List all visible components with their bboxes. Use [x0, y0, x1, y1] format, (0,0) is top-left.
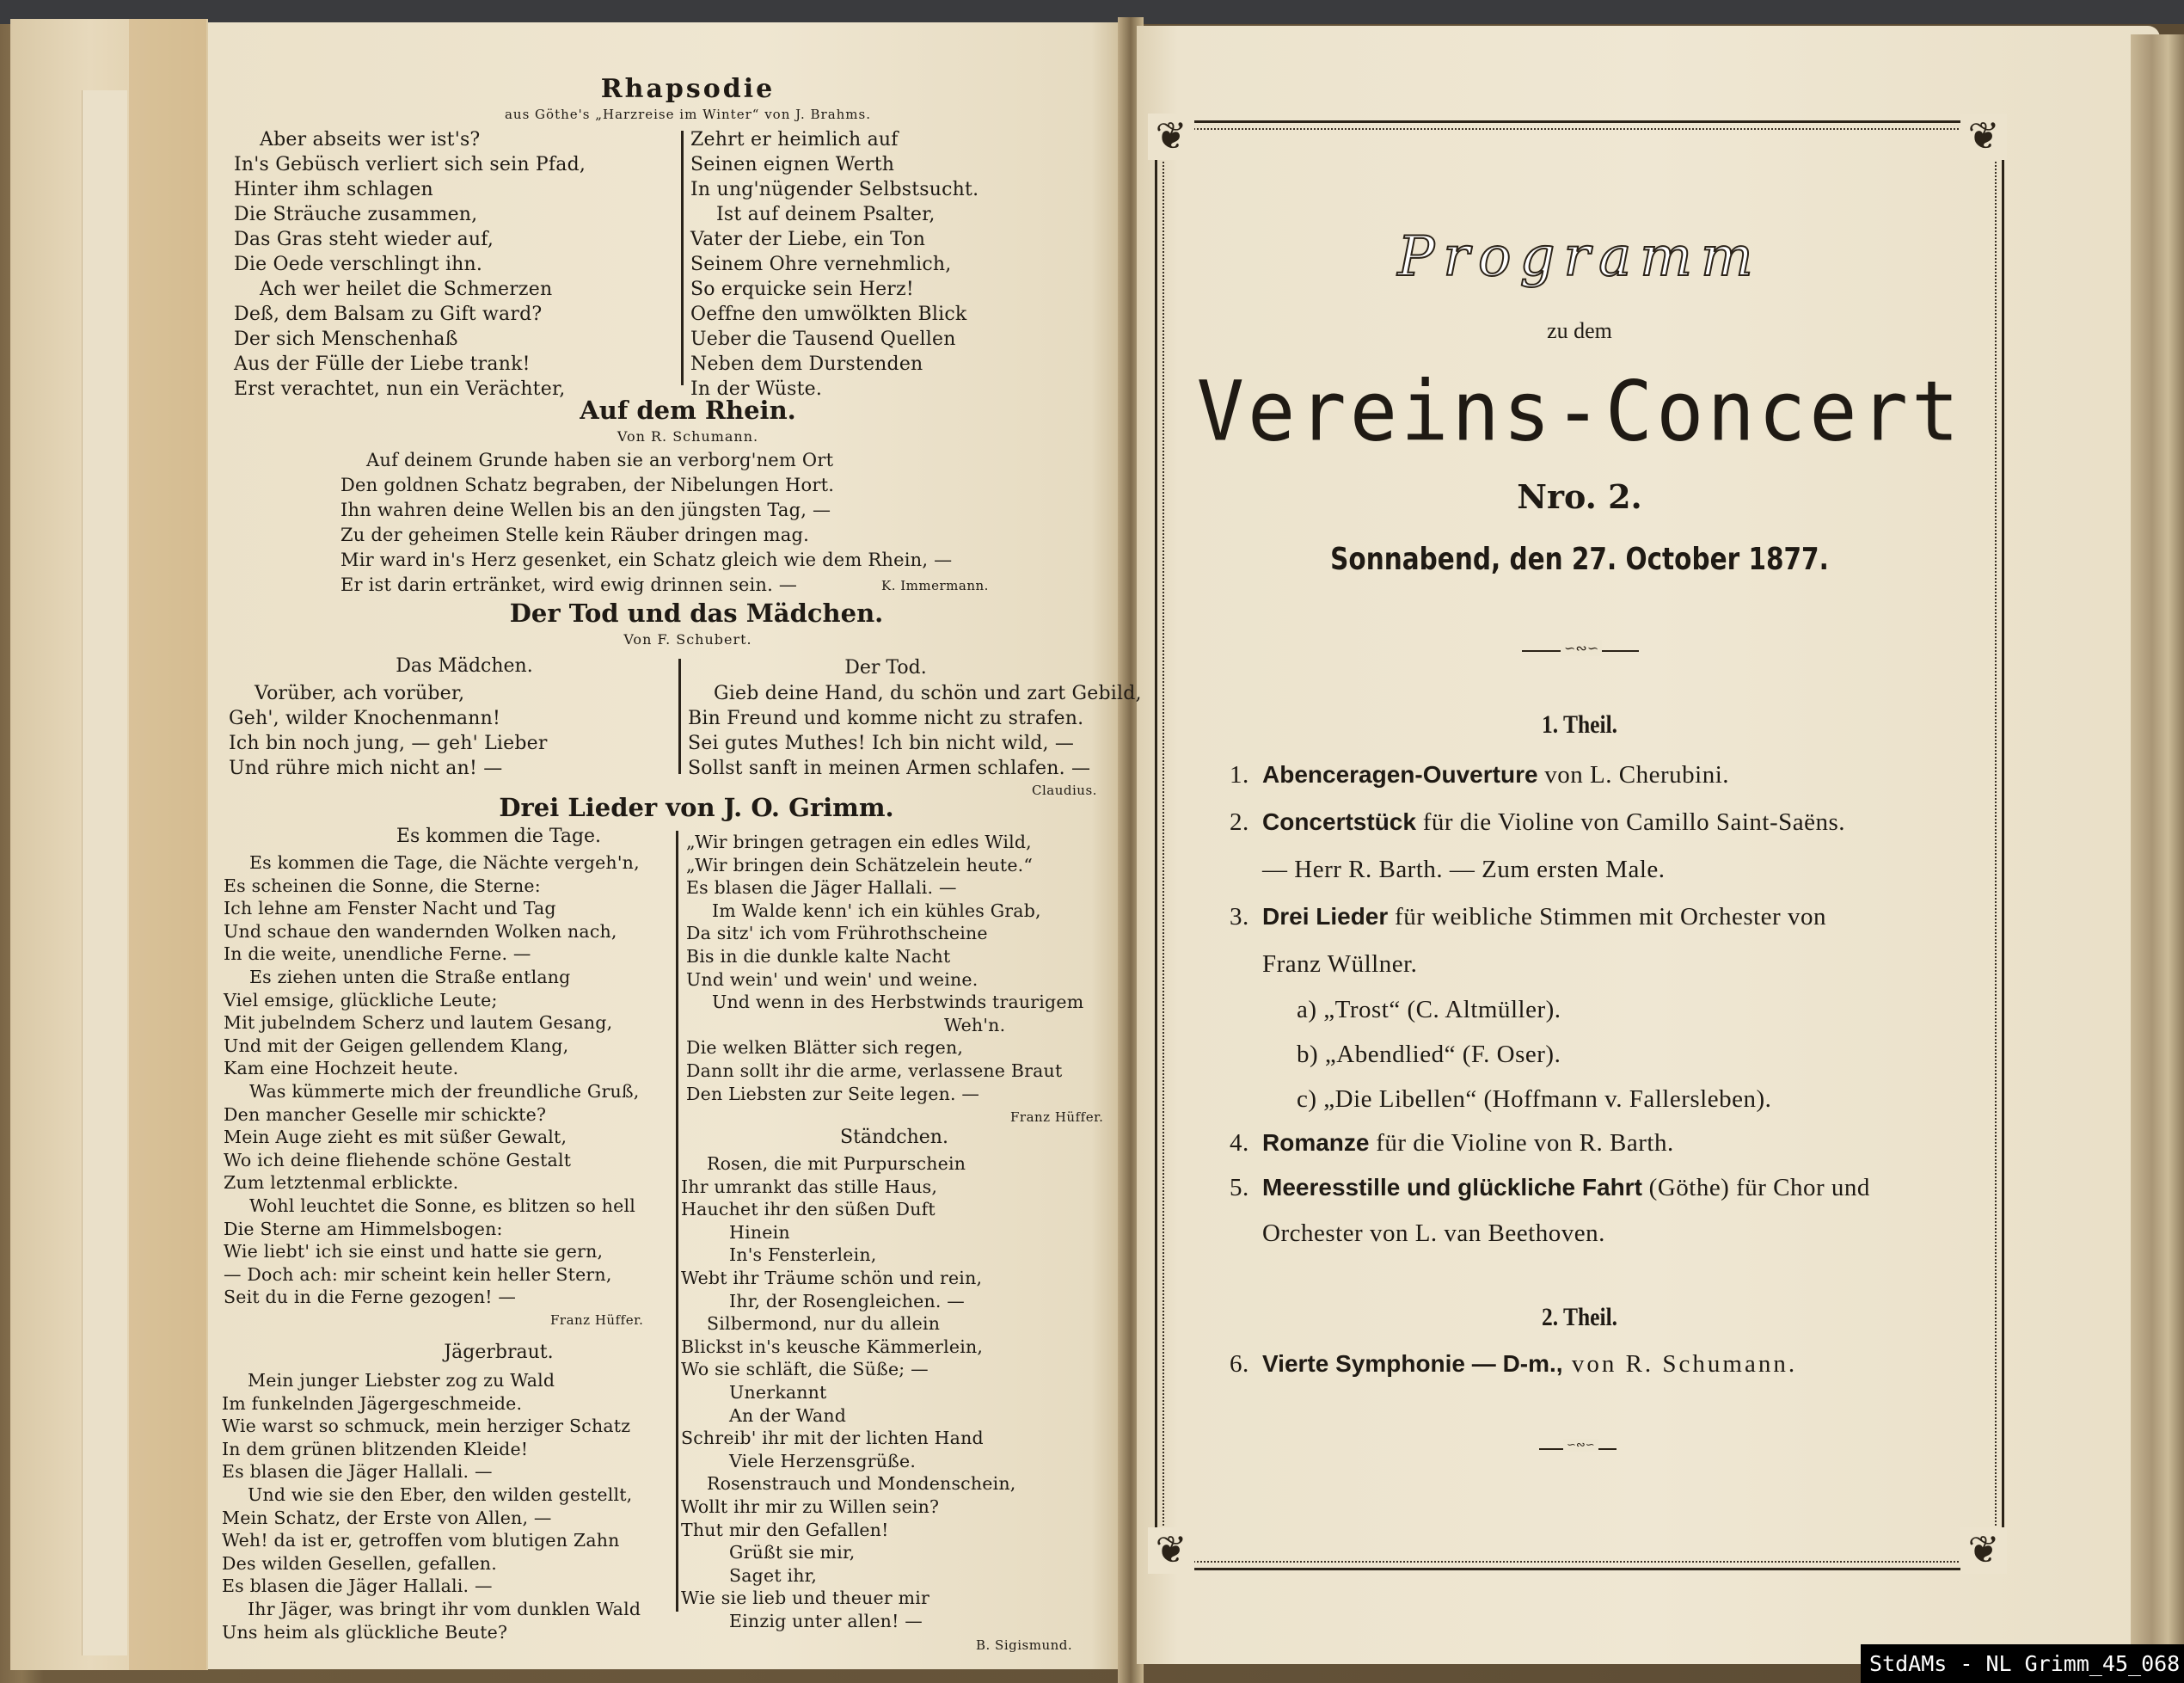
item-detail: — Herr R. Barth. — Zum ersten Male. [1262, 856, 1666, 883]
verse-line: Grüßt sie mir, [729, 1542, 856, 1563]
song2-author: Franz Hüffer. [1010, 1109, 1104, 1125]
verse-line: Und wie sie den Eber, den wilden gestellt, [248, 1483, 633, 1505]
verse-line: Zehrt er heimlich auf [690, 129, 899, 150]
verse-line: Ist auf deinem Psalter, [716, 204, 936, 225]
verse-line: In die weite, unendliche Ferne. — [224, 943, 531, 965]
concert-title: Vereins-Concert [1196, 363, 1963, 460]
verse-line: Aber abseits wer ist's? [260, 129, 481, 150]
verse-line: Ihr Jäger, was bringt ihr vom dunklen Wald [248, 1598, 641, 1619]
program-item [1230, 856, 1666, 884]
song1-author: Franz Hüffer. [550, 1312, 644, 1328]
programm-heading: Programm [1397, 225, 1762, 289]
song1-heading: Es kommen die Tage. [396, 826, 602, 847]
verse-line: In dem grünen blitzenden Kleide! [222, 1438, 529, 1459]
page-edges [2131, 34, 2184, 1683]
verse-line: Ach wer heilet die Schmerzen [260, 279, 553, 300]
verse-line: Es blasen die Jäger Hallali. — [686, 877, 957, 899]
verse-line: Mit jubelndem Scherz und lautem Gesang, [224, 1012, 613, 1034]
song3-heading: Ständchen. [840, 1127, 948, 1148]
verse-line: Sollst sanft in meinen Armen schlafen. — [688, 758, 1091, 779]
verse-line: Schreib' ihr mit der lichten Hand [681, 1428, 984, 1449]
program-item [1230, 950, 1417, 979]
verse-line: Thut mir den Gefallen! [681, 1519, 889, 1540]
verse-line: Bin Freund und komme nicht zu strafen. [688, 708, 1084, 729]
part-1-heading: 1. Theil. [1541, 710, 1618, 739]
verse-line: So erquicke sein Herz! [690, 279, 914, 300]
verse-line: Wohl leuchtet die Sonne, es blitzen so hell [249, 1195, 635, 1216]
item-work: Meeresstille und glückliche Fahrt [1262, 1174, 1642, 1201]
book-cover-top-edge [0, 0, 2184, 24]
verse-line: Wie sie lieb und theuer mir [681, 1588, 929, 1609]
item-detail: für die Violine von Camillo Saint-Saëns. [1415, 808, 1846, 836]
verse-line: Vater der Liebe, ein Ton [690, 229, 926, 250]
verse-line: Wie warst so schmuck, mein herziger Schatz [222, 1416, 631, 1437]
tod-verses [688, 681, 1142, 781]
item-work: Vierte Symphonie — D-m., [1262, 1350, 1563, 1377]
binding-tape [129, 19, 206, 1670]
program-item [1230, 903, 1826, 931]
corner-ornament-icon: ❦ [1960, 114, 2007, 160]
verse-line: Und schaue den wandernden Wolken nach, [224, 920, 617, 942]
song3-verses [681, 1152, 1015, 1632]
verse-line: Ich bin noch jung, — geh' Lieber [229, 733, 548, 754]
item-number: 6. [1230, 1350, 1249, 1378]
corner-ornament-icon: ❦ [1148, 114, 1194, 160]
verse-line: Bis in die dunkle kalte Nacht [686, 945, 951, 967]
tod-heading: Der Tod. [844, 657, 927, 679]
item-detail: a) „Trost“ (C. Altmüller). [1297, 996, 1561, 1023]
verse-line: Ihn wahren deine Wellen bis an den jüngsten Tag, — [340, 500, 831, 520]
column-divider [678, 659, 681, 774]
verse-line: Seit du in die Ferne gezogen! — [224, 1287, 517, 1308]
verse-line: Des wilden Gesellen, gefallen. [222, 1552, 497, 1574]
rhapsodie-column-1 [234, 127, 586, 402]
maedchen-heading: Das Mädchen. [396, 655, 533, 677]
program-item [1230, 761, 1729, 789]
verse-line: Den Liebsten zur Seite legen. — [686, 1083, 980, 1104]
verse-line: Neben dem Durstenden [690, 353, 923, 375]
verse-line: Wie liebt' ich sie einst und hatte sie gern, [224, 1241, 604, 1262]
part-2-heading: 2. Theil. [1541, 1303, 1618, 1331]
program-item [1230, 1219, 1605, 1248]
verse-line: Zum letztenmal erblickte. [224, 1172, 459, 1194]
item-detail: von L. Cherubini. [1537, 761, 1729, 789]
verse-line: Hinein [729, 1221, 790, 1243]
verse-line: Gieb deine Hand, du schön und zart Gebild, [714, 683, 1142, 704]
archive-label: StdAMs - NL Grimm_45_068 [1861, 1644, 2184, 1683]
verse-line: Oeffne den umwölkten Blick [690, 304, 967, 325]
rhein-author: K. Immermann. [881, 578, 989, 593]
verse-line: Und mit der Geigen gellendem Klang, [224, 1035, 569, 1056]
item-detail: von R. Schumann. [1562, 1350, 1798, 1378]
verse-line: Aus der Fülle der Liebe trank! [234, 353, 531, 375]
rhapsodie-column-2 [690, 127, 979, 402]
item-detail: für die Violine von R. Barth. [1369, 1129, 1674, 1157]
verse-line: Seinem Ohre vernehmlich, [690, 254, 952, 275]
verse-line: Viel emsige, glückliche Leute; [224, 989, 498, 1010]
verse-line: Sei gutes Muthes! Ich bin nicht wild, — [688, 733, 1075, 754]
item-detail: Franz Wüllner. [1262, 950, 1418, 978]
verse-line: Blickst in's keusche Kämmerlein, [681, 1336, 984, 1357]
verse-line: Weh! da ist er, getroffen vom blutigen Zahn [222, 1530, 620, 1551]
verse-line: Es kommen die Tage, die Nächte vergeh'n, [249, 852, 640, 873]
item-detail: Orchester von L. van Beethoven. [1262, 1219, 1605, 1247]
verse-line: Die Sträuche zusammen, [234, 204, 478, 225]
concert-number: Nro. 2. [1517, 477, 1642, 516]
tod-title: Der Tod und das Mädchen. [509, 599, 884, 628]
verse-line: In's Gebüsch verliert sich sein Pfad, [234, 154, 586, 175]
tod-author: Claudius. [1032, 783, 1097, 798]
item-work: Drei Lieder [1262, 903, 1389, 930]
corner-ornament-icon: ❦ [1148, 1527, 1194, 1574]
verse-line: Ueber die Tausend Quellen [690, 329, 956, 350]
verse-line: Der sich Menschenhaß [234, 329, 458, 350]
verse-line: In der Wüste. [690, 378, 823, 400]
program-item [1230, 1174, 1870, 1202]
item-work: Abenceragen-Ouverture [1262, 761, 1538, 788]
song3-author: B. Sigismund. [976, 1637, 1073, 1653]
verse-line: — Doch ach: mir scheint kein heller Stern, [224, 1263, 612, 1285]
song2-heading: Jägerbraut. [444, 1342, 554, 1363]
zu-dem-text: zu dem [1547, 318, 1612, 343]
program-item [1230, 1041, 1561, 1069]
verse-line: Ihr umrankt das stille Haus, [681, 1176, 938, 1197]
tod-subtitle: Von F. Schubert. [623, 631, 752, 648]
verse-line: Rosen, die mit Purpurschein [707, 1153, 966, 1174]
item-number: 4. [1230, 1129, 1249, 1157]
verse-line: Weh'n. [944, 1014, 1006, 1035]
verse-line: Im funkelnden Jägergeschmeide. [222, 1392, 523, 1414]
concert-date: Sonnabend, den 27. October 1877. [1330, 542, 1829, 577]
rhapsodie-title: Rhapsodie [600, 74, 776, 104]
item-detail: (Göthe) für Chor und [1641, 1174, 1870, 1201]
verse-line: Geh', wilder Knochenmann! [229, 708, 500, 729]
verse-line: Webt ihr Träume schön und rein, [681, 1267, 983, 1288]
verse-line: Uns heim als glückliche Beute? [222, 1621, 508, 1643]
paper-strip [82, 90, 127, 1655]
verse-line: Seinen eignen Werth [690, 154, 895, 175]
item-detail: für weibliche Stimmen mit Orchester von [1388, 903, 1826, 931]
verse-line: Was kümmerte mich der freundliche Gruß, [249, 1080, 640, 1102]
verse-line: Wollt ihr mir zu Willen sein? [681, 1496, 940, 1517]
verse-line: Unerkannt [729, 1381, 827, 1403]
verse-line: Die Oede verschlingt ihn. [234, 254, 483, 275]
verse-line: Dann sollt ihr die arme, verlassene Braut [686, 1060, 1063, 1081]
verse-line: Hinter ihm schlagen [234, 179, 433, 200]
verse-line: Und wenn in des Herbstwinds traurigem [712, 992, 1084, 1013]
corner-ornament-icon: ❦ [1960, 1527, 2007, 1574]
program-item [1230, 1085, 1771, 1114]
verse-line: Mein Schatz, der Erste von Allen, — [222, 1507, 552, 1528]
column-divider [676, 831, 678, 1612]
item-number: 1. [1230, 761, 1249, 789]
rhapsodie-subtitle: aus Göthe's „Harzreise im Winter“ von J. Brahms. [504, 107, 871, 122]
item-work: Concertstück [1262, 808, 1416, 835]
verse-line: Mir ward in's Herz gesenket, ein Schatz gleich wie dem Rhein, — [340, 550, 953, 570]
verse-line: Und rühre mich nicht an! — [229, 758, 503, 779]
verse-line: Die welken Blätter sich regen, [686, 1037, 964, 1059]
item-work: Romanze [1262, 1129, 1370, 1156]
verse-line: Rosenstrauch und Mondenschein, [707, 1473, 1016, 1495]
verse-line: Es ziehen unten die Straße entlang [249, 966, 571, 987]
verse-line: Den mancher Geselle mir schickte? [224, 1103, 547, 1125]
verse-line: Er ist darin ertränket, wird ewig drinnen sein. — [340, 574, 798, 595]
grimm-title: Drei Lieder von J. O. Grimm. [499, 793, 894, 822]
verse-line: Die Sterne am Himmelsbogen: [224, 1218, 503, 1239]
verse-line: An der Wand [729, 1404, 847, 1426]
verse-line: Mein Auge zieht es mit süßer Gewalt, [224, 1127, 567, 1148]
rhein-subtitle: Von R. Schumann. [617, 428, 759, 445]
maedchen-verses [229, 681, 548, 781]
item-number: 3. [1230, 903, 1249, 931]
program-item-6 [1230, 1350, 1797, 1379]
verse-line: Und wein' und wein' und weine. [686, 968, 979, 990]
end-ornament-icon: ∽∾∽ [1563, 1439, 1598, 1452]
verse-line: Silbermond, nur du allein [707, 1313, 941, 1335]
song2-verses [222, 1369, 641, 1643]
verse-line: In's Fensterlein, [729, 1244, 877, 1266]
column-divider [681, 131, 684, 385]
item-number: 2. [1230, 808, 1249, 836]
rhein-verses [340, 448, 952, 598]
song2-continued-verses [686, 831, 1083, 1105]
program-item [1230, 808, 1845, 837]
verse-line: Wo ich deine fliehende schöne Gestalt [224, 1149, 572, 1170]
verse-line: Das Gras steht wieder auf, [234, 229, 494, 250]
verse-line: Den goldnen Schatz begraben, der Nibelungen Hort. [340, 475, 835, 495]
verse-line: Viele Herzensgrüße. [729, 1450, 917, 1471]
verse-line: „Wir bringen getragen ein edles Wild, [686, 832, 1032, 852]
program-item [1230, 1129, 1674, 1158]
verse-line: Mein junger Liebster zog zu Wald [248, 1370, 555, 1391]
verse-line: Es blasen die Jäger Hallali. — [222, 1576, 493, 1597]
item-detail: c) „Die Libellen“ (Hoffmann v. Fallersleben). [1297, 1085, 1772, 1113]
item-number: 5. [1230, 1174, 1249, 1201]
verse-line: Wo sie schläft, die Süße; — [681, 1359, 929, 1380]
verse-line: Saget ihr, [729, 1564, 818, 1586]
verse-line: In ung'nügender Selbstsucht. [690, 179, 979, 200]
verse-line: Vorüber, ach vorüber, [255, 683, 465, 704]
program-item [1230, 996, 1561, 1024]
verse-line: Erst verachtet, nun ein Verächter, [234, 378, 566, 400]
verse-line: Es scheinen die Sonne, die Sterne: [224, 875, 541, 896]
verse-line: Einzig unter allen! — [729, 1610, 923, 1631]
verse-line: Zu der geheimen Stelle kein Räuber dringen mag. [340, 525, 809, 545]
verse-line: Es blasen die Jäger Hallali. — [222, 1461, 493, 1483]
rhein-title: Auf dem Rhein. [580, 396, 796, 425]
divider-ornament-icon: ∽∾∽ [1561, 640, 1602, 656]
verse-line: Auf deinem Grunde haben sie an verborg'nem Ort [366, 450, 834, 470]
verse-line: Hauchet ihr den süßen Duft [681, 1199, 936, 1220]
item-detail: b) „Abendlied“ (F. Oser). [1297, 1041, 1561, 1068]
verse-line: „Wir bringen dein Schätzelein heute.“ [686, 854, 1034, 875]
verse-line: Kam eine Hochzeit heute. [224, 1058, 459, 1079]
verse-line: Deß, dem Balsam zu Gift ward? [234, 304, 543, 325]
song1-verses [224, 851, 640, 1309]
verse-line: Da sitz' ich vom Frührothscheine [686, 923, 988, 944]
verse-line: Ihr, der Rosengleichen. — [729, 1290, 966, 1311]
verse-line: Ich lehne am Fenster Nacht und Tag [224, 898, 556, 919]
verse-line: Im Walde kenn' ich ein kühles Grab, [712, 900, 1041, 921]
